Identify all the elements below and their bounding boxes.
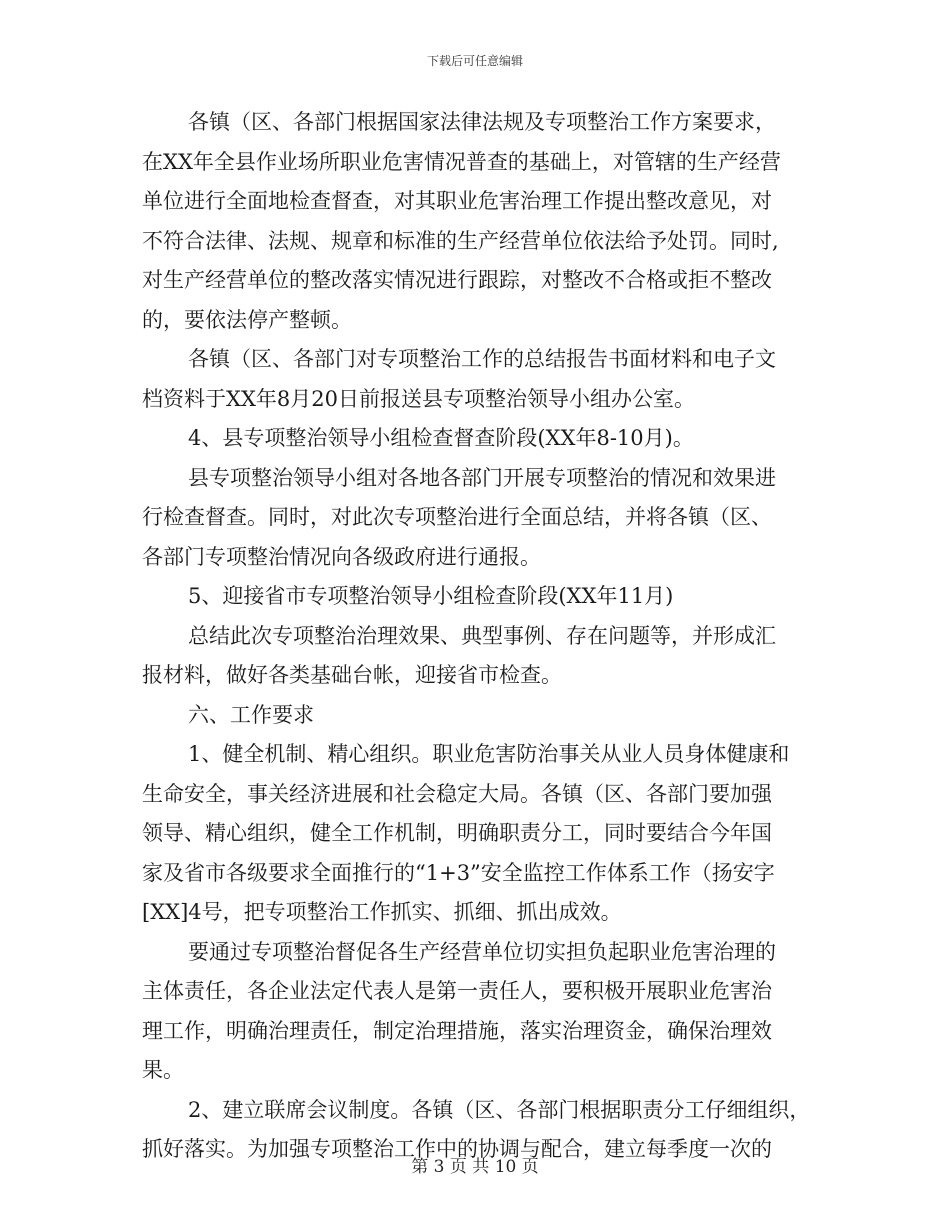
- text-line: 县专项整治领导小组对各地各部门开展专项整治的情况和效果进: [188, 465, 776, 490]
- text-line: 生命安全，事关经济进展和社会稳定大局。各镇（区、各部门要加强: [142, 781, 772, 806]
- text-line: 不符合法律、法规、规章和标准的生产经营单位依法给予处罚。同时,: [142, 228, 779, 253]
- text-line: 1、健全机制、精心组织。职业危害防治事关从业人员身体健康和: [188, 742, 790, 766]
- text-line: 报材料，做好各类基础台帐，迎接省市检查。: [142, 663, 562, 687]
- text-line: 的，要依法停产整顿。: [142, 307, 352, 332]
- text-line: 理工作，明确治理责任，制定治理措施，落实治理资金，确保治理效: [142, 1018, 772, 1043]
- text-line: 档资料于XX年8月20日前报送县专项整治领导小组办公室。: [142, 386, 695, 411]
- text-line: 果。: [142, 1058, 184, 1082]
- text-line: 要通过专项整治督促各生产经营单位切实担负起职业危害治理的: [188, 939, 776, 964]
- text-line: 5、迎接省市专项整治领导小组检查阶段(XX年11月): [188, 584, 674, 608]
- text-line: 4、县专项整治领导小组检查督查阶段(XX年8-10月)。: [188, 426, 694, 450]
- text-line: 在XX年全县作业场所职业危害情况普查的基础上，对管辖的生产经营: [142, 149, 781, 174]
- text-line: 2、建立联席会议制度。各镇（区、各部门根据职责分工仔细组织，: [188, 1097, 811, 1122]
- text-line: 单位进行全面地检查督查，对其职业危害治理工作提出整改意见，对: [142, 189, 772, 213]
- page-number: 第 3 页 共 10 页: [411, 1157, 539, 1177]
- text-line: 领导、精心组织，健全工作机制，明确职责分工，同时要结合今年国: [142, 821, 772, 845]
- text-line: 家及省市各级要求全面推行的“1+3”安全监控工作体系工作（扬安字: [142, 860, 775, 885]
- text-line: 各部门专项整治情况向各级政府进行通报。: [142, 544, 541, 569]
- document-body: [142, 103, 822, 1170]
- text-line: 行检查督查。同时，对此次专项整治进行全面总结，并将各镇（区、: [142, 505, 772, 529]
- text-line: 总结此次专项整治治理效果、典型事例、存在问题等，并形成汇: [188, 623, 776, 648]
- text-line: 各镇（区、各部门对专项整治工作的总结报告书面材料和电子文: [188, 347, 776, 371]
- text-line: 抓好落实。为加强专项整治工作中的协调与配合，建立每季度一次的: [142, 1137, 772, 1161]
- text-line: 六、工作要求: [188, 702, 314, 727]
- text-line: 各镇（区、各部门根据国家法律法规及专项整治工作方案要求，: [188, 110, 776, 134]
- text-line: 对生产经营单位的整改落实情况进行跟踪，对整改不合格或拒不整改: [142, 268, 772, 292]
- page-header: 下载后可任意编辑: [426, 54, 523, 68]
- text-line: [XX]4号，把专项整治工作抓实、抓细、抓出成效。: [142, 900, 622, 924]
- text-line: 主体责任，各企业法定代表人是第一责任人，要积极开展职业危害治: [142, 979, 772, 1003]
